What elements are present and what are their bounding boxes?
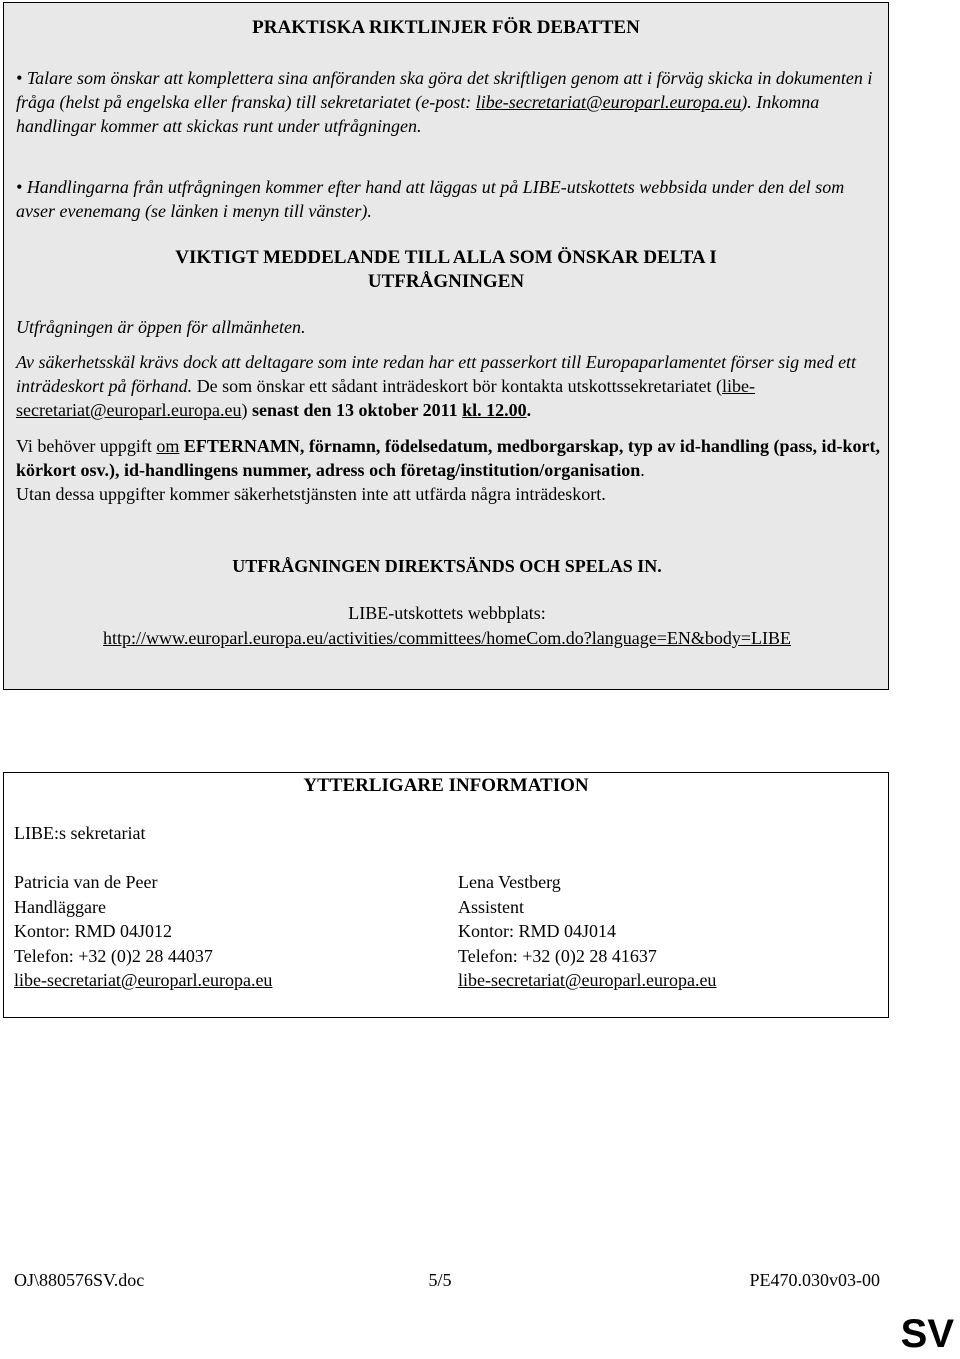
contact-card-2 bbox=[458, 870, 716, 993]
warning-text: Utan dessa uppgifter kommer säkerhetstjänsten inte att utfärda några inträdeskort. bbox=[16, 484, 606, 504]
secretariat-email-link[interactable]: libe-secretariat@europarl.europa.eu bbox=[16, 376, 756, 420]
website-link[interactable]: http://www.europarl.europa.eu/activities/committees/homeCom.do?language=EN&body=LIBE bbox=[103, 628, 791, 648]
broadcast-notice: UTFRÅGNINGEN DIREKTSÄNDS OCH SPELAS IN. bbox=[232, 556, 662, 576]
guidelines-bullet-1: • Talare som önskar att komplettera sina anföranden ska göra det skriftligen genom att i förväg skicka in dokumenten i fråga (helst på engelska eller franska) till sekretariatet (e-post: libe-secretariat@europarl.europa.eu). Inkomna handlingar kommer att skickas runt under utfrågningen. bbox=[16, 68, 873, 136]
bullet-dot: • bbox=[16, 177, 27, 197]
footer-doc-ref: OJ\880576SV.doc bbox=[14, 1270, 145, 1290]
language-code: SV bbox=[900, 1312, 954, 1356]
contact-role: Assistent bbox=[458, 896, 525, 917]
info-needed-paragraph: Vi behöver uppgift om EFTERNAMN, förnamn, födelsedatum, medborgarskap, typ av id-handling (pass, id-kort, körkort osv.), id-handlingens nummer, adress och företag/institution/organisation. Utan dessa uppgifter kommer säkerhetstjänsten inte att utfärda några inträdeskort. bbox=[16, 436, 880, 504]
deadline-time: kl. 12.00 bbox=[462, 400, 527, 420]
guidelines-bullet-2: • Handlingarna från utfrågningen kommer efter hand att läggas ut på LIBE-utskottets webbsida under den del som avser evenemang (se länken i menyn till vänster). bbox=[16, 177, 845, 221]
footer-pe-ref: PE470.030v03-00 bbox=[749, 1270, 880, 1290]
contact-office: Kontor: RMD 04J012 bbox=[14, 921, 173, 941]
contact-name: Lena Vestberg bbox=[458, 872, 561, 892]
contact-card-1 bbox=[14, 870, 272, 993]
website-label: LIBE-utskottets webbplats: bbox=[348, 603, 546, 623]
contact-office: Kontor: RMD 04J014 bbox=[458, 921, 617, 941]
more-info-title: YTTERLIGARE INFORMATION bbox=[303, 775, 589, 796]
secretariat-email-link[interactable]: libe-secretariat@europarl.europa.eu bbox=[475, 92, 742, 112]
public-text: Utfrågningen är öppen för allmänheten. bbox=[16, 317, 306, 337]
footer-page-number: 5/5 bbox=[428, 1270, 452, 1290]
more-info-box bbox=[3, 772, 889, 1018]
guidelines-box bbox=[3, 2, 889, 690]
security-paragraph: Av säkerhetsskäl krävs dock att deltagare som inte redan har ett passerkort till Europaparlamentet förser sig med ett inträdeskort på förhand. De som önskar ett sådant inträdeskort bör kontakta utskottssekretariatet (libe-secretariat@europarl.europa.eu) senast den 13 oktober 2011 kl. 12.00. bbox=[16, 352, 857, 420]
contact-email-link[interactable]: libe-secretariat@europarl.europa.eu bbox=[458, 970, 717, 990]
guidelines-title: PRAKTISKA RIKTLINJER FÖR DEBATTEN bbox=[252, 17, 640, 38]
contact-phone: Telefon: +32 (0)2 28 41637 bbox=[458, 945, 657, 966]
contact-email-link[interactable]: libe-secretariat@europarl.europa.eu bbox=[14, 970, 273, 990]
contact-role: Handläggare bbox=[14, 896, 106, 917]
contact-name: Patricia van de Peer bbox=[14, 872, 158, 892]
bullet-dot: • bbox=[16, 68, 27, 88]
notice-title: VIKTIGT MEDDELANDE TILL ALLA SOM ÖNSKAR DELTA I UTFRÅGNINGEN bbox=[175, 247, 717, 292]
website-url bbox=[4, 628, 890, 649]
secretariat-label: LIBE:s sekretariat bbox=[14, 823, 146, 843]
contact-phone: Telefon: +32 (0)2 28 44037 bbox=[14, 945, 213, 966]
